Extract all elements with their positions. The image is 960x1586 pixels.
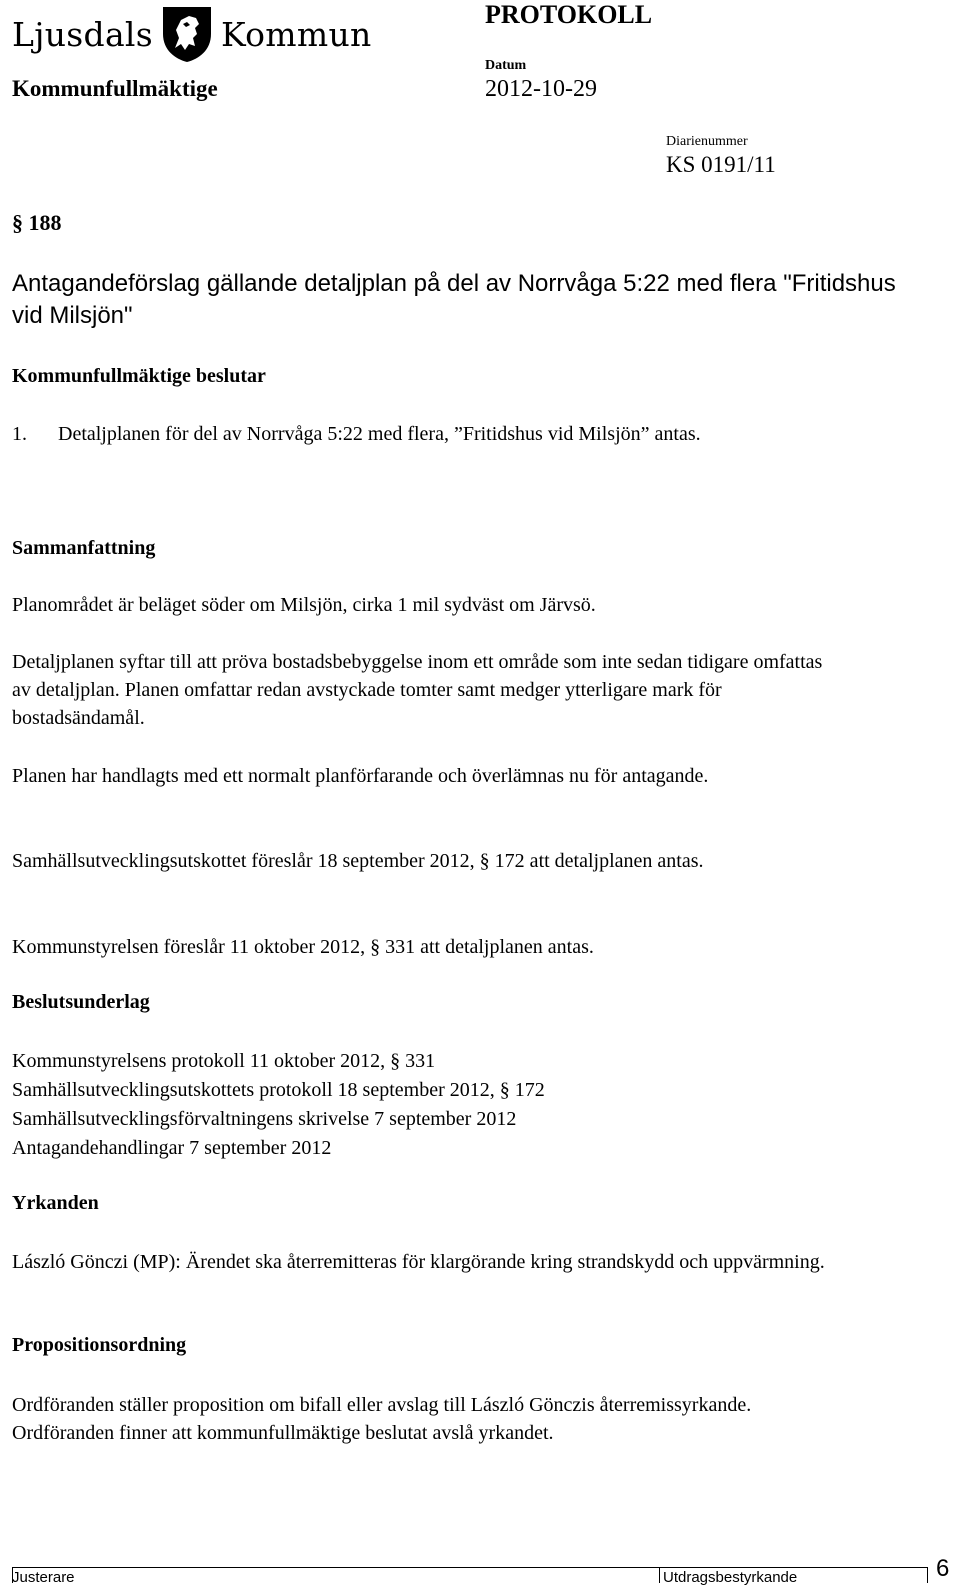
- summary-paragraph: Planen har handlagts med ett normalt planförfarande och överlämnas nu för antagande.: [12, 765, 709, 787]
- list-item: Kommunstyrelsens protokoll 11 oktober 2012, § 331: [12, 1050, 436, 1072]
- summary-paragraph: Planområdet är beläget söder om Milsjön, cirka 1 mil sydväst om Järvsö.: [12, 594, 596, 616]
- logo-word-left: Ljusdals: [12, 14, 154, 54]
- body-name: Kommunfullmäktige: [12, 76, 218, 101]
- summary-heading: Sammanfattning: [12, 537, 156, 559]
- page-title: Antagandeförslag gällande detaljplan på del av Norrvåga 5:22 med flera "Fritidshus vid Milsjön": [12, 270, 896, 329]
- claims-heading: Yrkanden: [12, 1192, 99, 1214]
- date-value: 2012-10-29: [485, 76, 597, 102]
- municipality-logo: [12, 4, 372, 64]
- footer-justerare-label: Justerare: [12, 1569, 75, 1586]
- basis-heading: Beslutsunderlag: [12, 991, 150, 1013]
- document-type: PROTOKOLL: [485, 0, 653, 29]
- page-number: 6: [936, 1555, 950, 1582]
- footer-cell-border: [927, 1567, 928, 1583]
- footer-divider: [12, 1567, 928, 1568]
- decision-heading: Kommunfullmäktige beslutar: [12, 365, 266, 387]
- diary-number-value: KS 0191/11: [666, 152, 776, 177]
- footer-cell-border: [659, 1567, 660, 1583]
- basis-list: [12, 1047, 545, 1163]
- proposition-order-heading: Propositionsordning: [12, 1334, 187, 1356]
- section-number: § 188: [12, 210, 62, 235]
- summary-paragraph: Samhällsutvecklingsutskottet föreslår 18 september 2012, § 172 att detaljplanen antas.: [12, 850, 704, 872]
- diary-number-label: Diarienummer: [666, 134, 748, 149]
- summary-paragraph: Detaljplanen syftar till att pröva bostadsbebyggelse inom ett område som inte sedan tidigare omfattas av detaljplan. Planen omfattar redan avstyckade tomter samt medger ytterligare mark för bostadsändamål.: [12, 651, 823, 729]
- footer-utdrag-label: Utdragsbestyrkande: [663, 1569, 798, 1586]
- claims-paragraph: László Gönczi (MP): Ärendet ska återremitteras för klargörande kring strandskydd och uppvärmning.: [12, 1251, 825, 1273]
- list-item: Antagandehandlingar 7 september 2012: [12, 1137, 332, 1159]
- logo-word-right: Kommun: [221, 14, 372, 54]
- proposition-order-paragraph: Ordföranden ställer proposition om bifall eller avslag till László Gönczis återremissyrkande. Ordföranden finner att kommunfullmäktige beslutat avslå yrkandet.: [12, 1394, 752, 1444]
- decision-item: [12, 420, 842, 448]
- list-item: Samhällsutvecklingsförvaltningens skrivelse 7 september 2012: [12, 1108, 517, 1130]
- decision-item-number: 1.: [12, 423, 27, 445]
- coat-of-arms-icon: [159, 4, 215, 64]
- date-label: Datum: [485, 58, 527, 73]
- list-item: Samhällsutvecklingsutskottets protokoll 18 september 2012, § 172: [12, 1079, 545, 1101]
- summary-paragraph: Kommunstyrelsen föreslår 11 oktober 2012, § 331 att detaljplanen antas.: [12, 936, 594, 958]
- decision-item-text: Detaljplanen för del av Norrvåga 5:22 med flera, ”Fritidshus vid Milsjön” antas.: [58, 423, 701, 445]
